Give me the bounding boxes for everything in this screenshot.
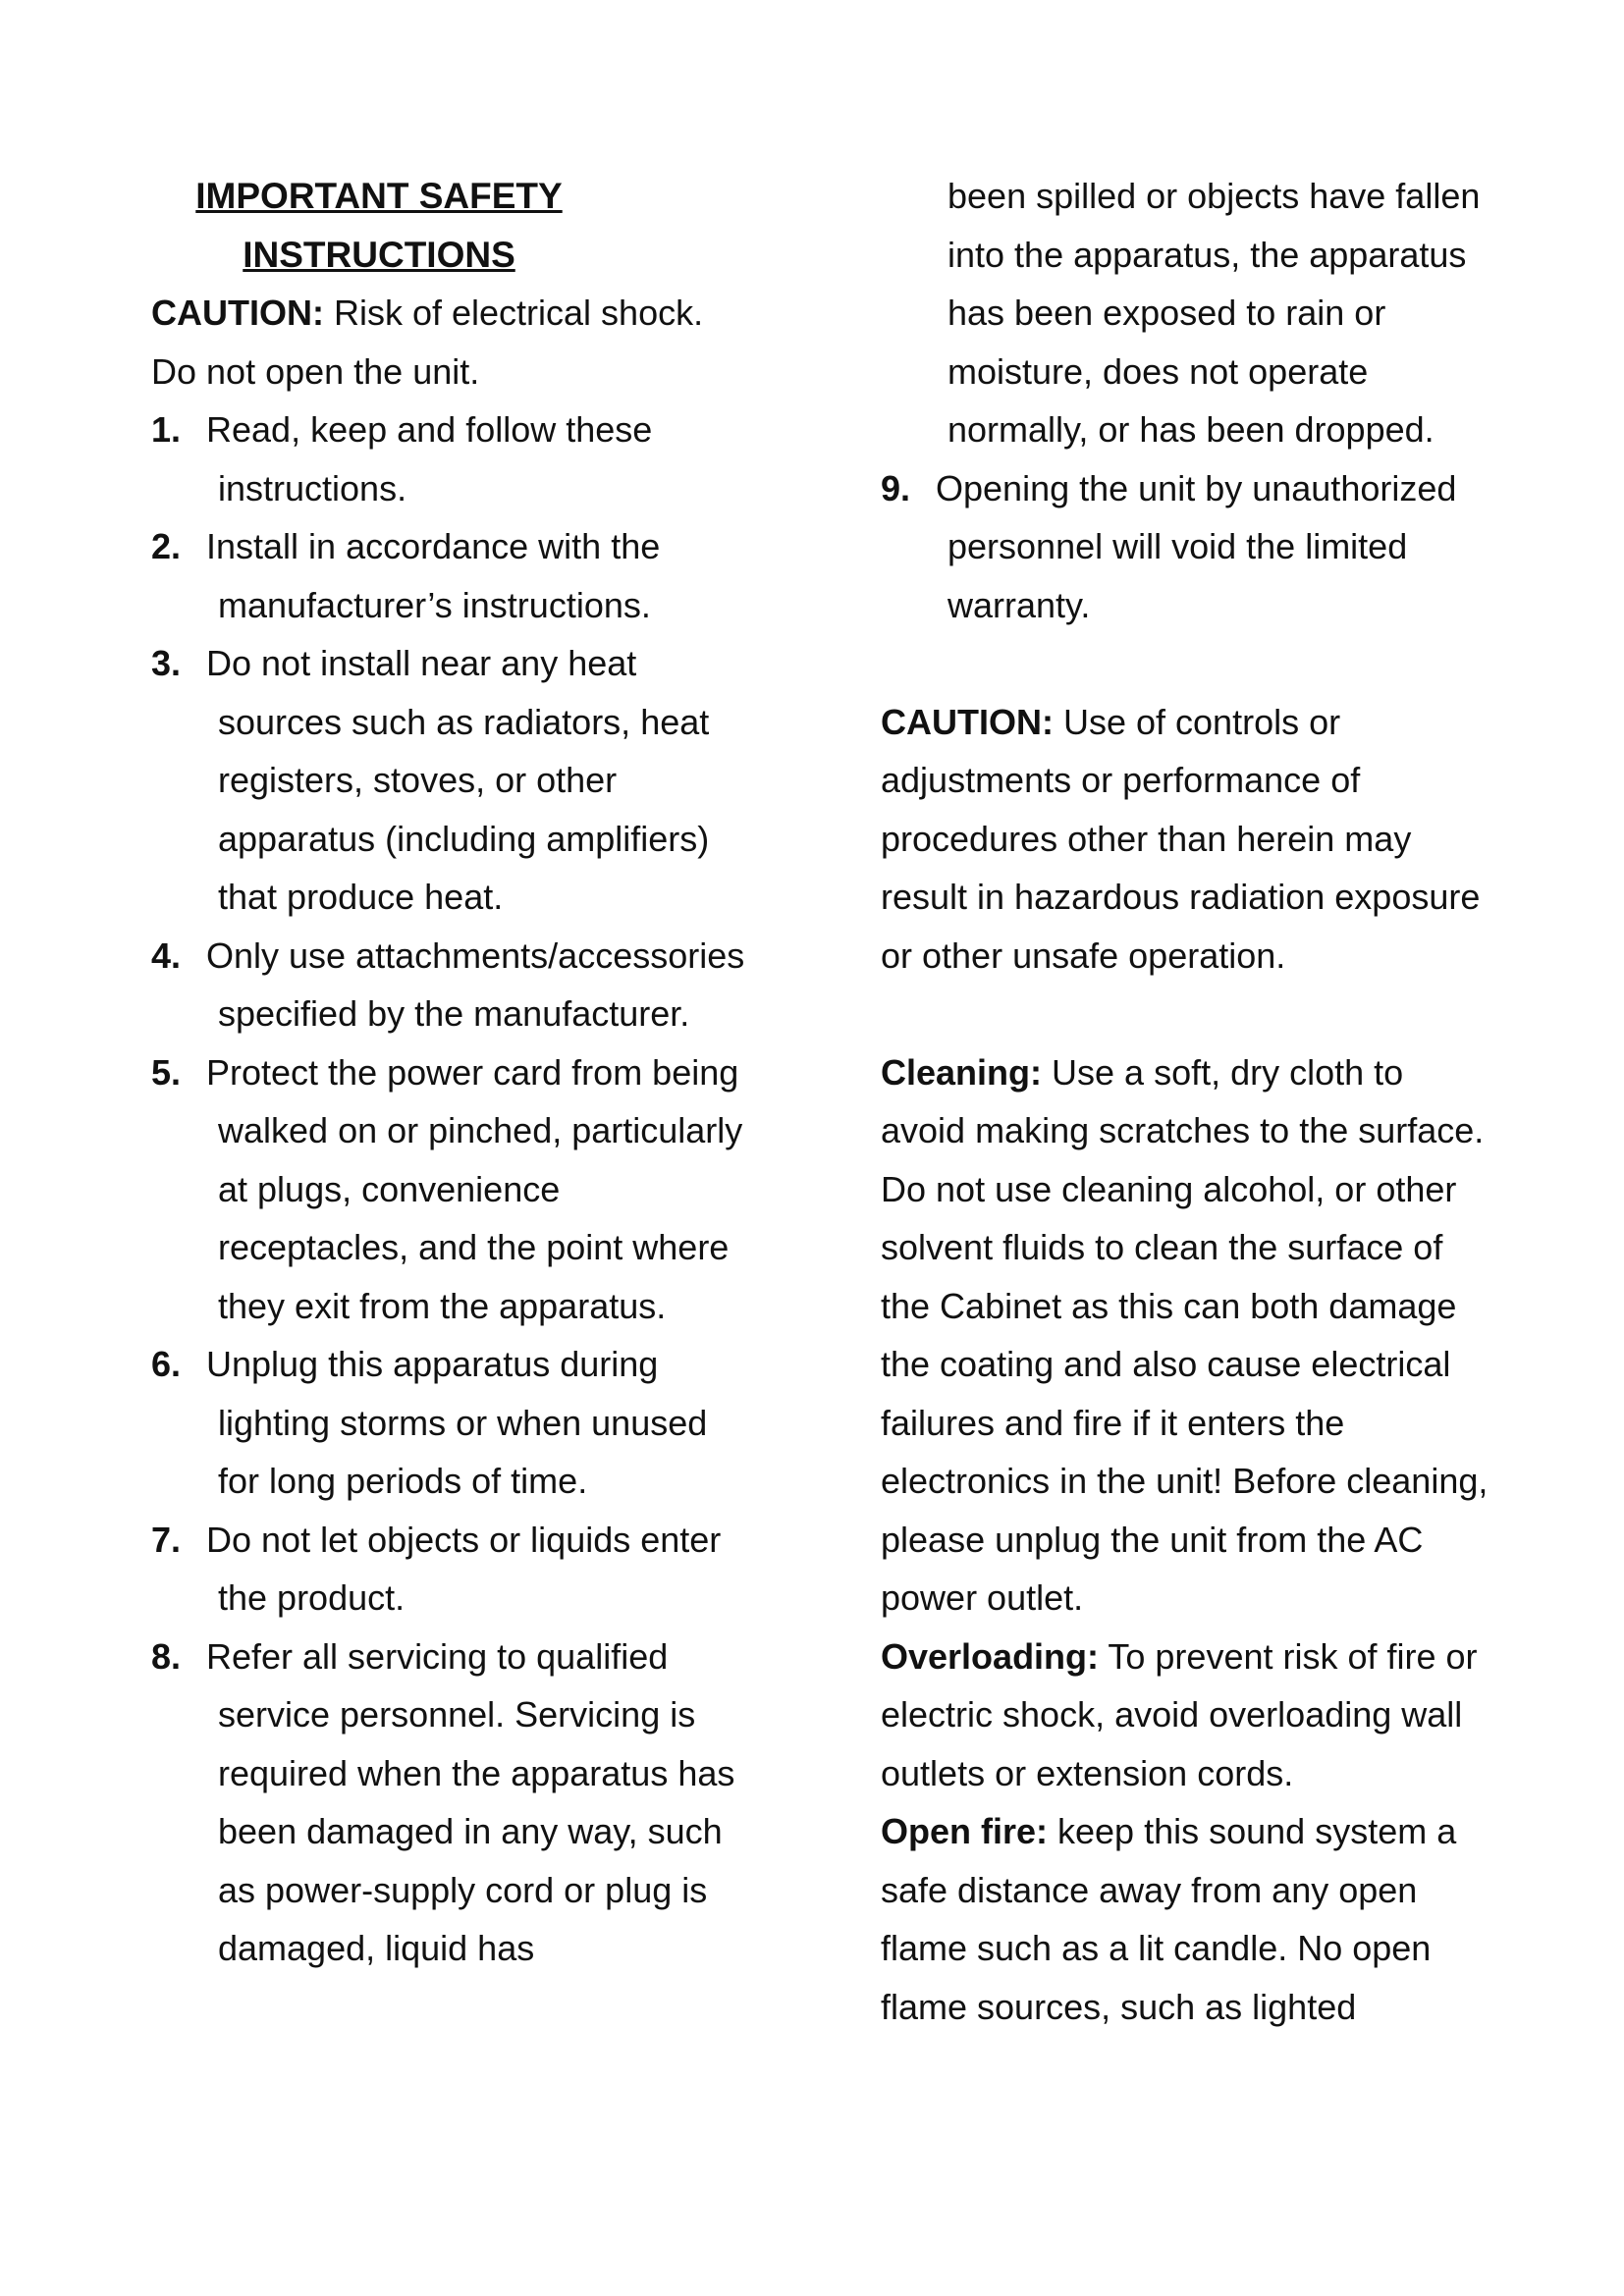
- item-text: Unplug this apparatus during lighting storms or when unused for long periods of time.: [206, 1344, 708, 1501]
- left-column: [151, 167, 750, 1978]
- overloading-text: To prevent risk of fire or electric shock, avoid overloading wall outlets or extension cords.: [881, 1635, 1478, 1793]
- list-item: [151, 517, 750, 634]
- list-item: [151, 400, 750, 517]
- page-title: [151, 167, 607, 284]
- safety-instructions-list: [151, 400, 750, 1978]
- list-item: [151, 1335, 750, 1511]
- overloading-label: Overloading:: [881, 1635, 1100, 1677]
- overloading-section: [881, 1628, 1489, 1803]
- item-number: 4.: [151, 934, 182, 976]
- open-fire-label: Open fire:: [881, 1811, 1049, 1851]
- caution-label: CAUTION:: [151, 293, 324, 333]
- spacer: [881, 985, 1489, 1043]
- right-column: [881, 167, 1489, 2036]
- open-fire-section: [881, 1802, 1489, 2036]
- item-text: Install in accordance with the manufacturer’s instructions.: [206, 526, 661, 625]
- item-8-continued: been spilled or objects have fallen into the apparatus, the apparatus has been exposed to rain or moisture, does not operate normally, or has been dropped.: [947, 176, 1481, 450]
- item-text: Refer all servicing to qualified service personnel. Servicing is required when the apparatus has been damaged in any way, such as power-supply cord or plug is damaged, liquid has: [206, 1635, 735, 1968]
- list-item: [151, 927, 750, 1043]
- item-number: 6.: [151, 1344, 182, 1384]
- item-text: Opening the unit by unauthorized personnel will void the limited warranty.: [936, 467, 1457, 625]
- item-number: 2.: [151, 526, 182, 566]
- caution-text: Use of controls or adjustments or performance of procedures other than herein may result in hazardous radiation exposure or other unsafe operation.: [881, 701, 1481, 976]
- open-fire-text: keep this sound system a safe distance away from any open flame such as a lit candle. No open flame sources, such as lighted: [881, 1811, 1457, 2027]
- caution-label: CAUTION:: [881, 701, 1054, 742]
- list-item: [151, 1511, 750, 1628]
- spacer: [881, 634, 1489, 693]
- cleaning-section: [881, 1043, 1489, 1628]
- item-text: Only use attachments/accessories specified by the manufacturer.: [206, 934, 745, 1034]
- item-text: Protect the power card from being walked on or pinched, particularly at plugs, convenience receptacles, and the point where they exit from the apparatus.: [206, 1051, 743, 1326]
- caution-electrical-shock: [151, 284, 750, 400]
- list-item: [151, 634, 750, 927]
- item-text: Do not let objects or liquids enter the product.: [206, 1519, 722, 1618]
- item-number: 7.: [151, 1519, 182, 1560]
- item-number: 5.: [151, 1051, 182, 1093]
- caution-radiation: [881, 693, 1489, 986]
- cleaning-text: Use a soft, dry cloth to avoid making scratches to the surface. Do not use cleaning alcohol, or other solvent fluids to clean the surface of the Cabinet as this can both damage the coating and also cause electrical failures and fire if it enters the electronics in the unit! Before cleaning, please unplug the unit from the AC power outlet.: [881, 1051, 1489, 1618]
- caution-text: Risk of electrical shock. Do not open the unit.: [151, 293, 704, 392]
- cleaning-label: Cleaning:: [881, 1051, 1043, 1093]
- item-number: 8.: [151, 1635, 182, 1677]
- item-number: 9.: [881, 467, 911, 508]
- item-number: 1.: [151, 409, 182, 450]
- list-item: [151, 1043, 750, 1336]
- title-line-2: INSTRUCTIONS: [243, 234, 515, 275]
- item-text: Do not install near any heat sources such as radiators, heat registers, stoves, or other apparatus (including amplifiers) that produce heat.: [206, 643, 710, 917]
- item-text: Read, keep and follow these instructions.: [206, 409, 653, 508]
- title-line-1: IMPORTANT SAFETY: [195, 176, 563, 216]
- list-item: [151, 1628, 750, 1978]
- item-number: 3.: [151, 643, 182, 683]
- list-item: [881, 459, 1489, 635]
